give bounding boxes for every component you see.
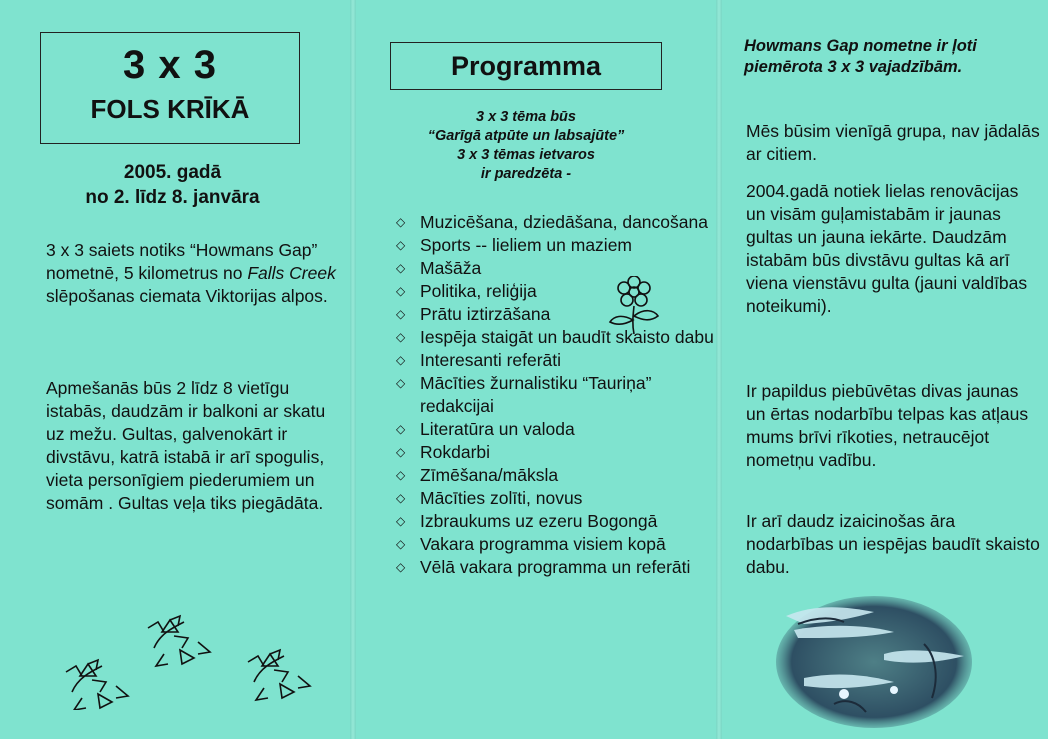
program-heading: Programma — [390, 42, 662, 90]
location-text-b: slēpošanas ciemata Viktorijas alpos. — [46, 286, 328, 306]
list-item: ◇ Prātu iztirzāšana — [396, 304, 551, 324]
group-paragraph — [746, 120, 1041, 166]
list-item: ◇ Rokdarbi — [396, 442, 491, 462]
rooms-paragraph — [746, 380, 1041, 472]
theme-line-1: 3 x 3 tēma būs — [476, 109, 576, 125]
left-panel — [0, 0, 350, 739]
flowers-illustration — [42, 600, 322, 710]
theme-line-2: “Garīgā atpūte un labsajūte” — [427, 128, 625, 144]
list-item: ◇ Iespēja staigāt un baudīt skaisto dabu — [396, 327, 714, 347]
list-item: ◇ Vēlā vakara programma un referāti — [396, 557, 691, 577]
accommodation-paragraph — [46, 377, 336, 515]
list-item: ◇ Sports -- lieliem un maziem — [396, 235, 632, 255]
middle-panel — [356, 0, 716, 739]
accommodation-text: Apmešanās būs 2 līdz 8 vietīgu istabās, daudzām ir balkoni ar skatu uz mežu. Gultas, galvenokārt ir divstāvu, katrā istabā ir arī spogulis, vieta personīgiem piederumiem un somām . Gultas veļa tiks piegādāta. — [46, 378, 326, 513]
flower-icon — [606, 276, 662, 336]
title-subtitle: FOLS KRĪKĀ — [90, 94, 250, 124]
list-item: ◇ Mašāža — [396, 258, 482, 278]
activities-paragraph — [746, 510, 1041, 579]
title-main: 3 x 3 — [123, 43, 217, 87]
title-box — [40, 32, 300, 144]
list-item: ◇ Zīmēšana/māksla — [396, 465, 559, 485]
bullet-icon: ◇ — [396, 353, 406, 367]
bullet-icon: ◇ — [396, 284, 406, 298]
list-item: ◇ Izbraukums uz ezeru Bogongā — [396, 511, 658, 531]
bullet-icon: ◇ — [396, 514, 406, 528]
activities-text: Ir arī daudz izaicinošas āra nodarbības un iespējas baudīt skaisto dabu. — [746, 511, 1040, 577]
camp-heading: Howmans Gap nometne ir ļoti piemērota 3 x 3 vajadzībām. — [744, 37, 977, 76]
location-text-em: Falls Creek — [247, 263, 336, 283]
list-item: ◇ Interesanti referāti — [396, 350, 562, 370]
bullet-icon: ◇ — [396, 468, 406, 482]
bullet-icon: ◇ — [396, 491, 406, 505]
theme-line-4: ir paredzēta - — [480, 166, 572, 182]
bullet-icon: ◇ — [396, 330, 406, 344]
renovation-text: 2004.gadā notiek lielas renovācijas un visām guļamistabām ir jaunas gultas un jauna iekārte. Daudzām istabām būs divstāvu gultas kā arī viena vienstāvu gulta (jauni valdības noteikumi). — [746, 181, 1028, 316]
bullet-icon: ◇ — [396, 238, 406, 252]
location-text-a: 3 x 3 saiets notiks “Howmans Gap” nometnē, 5 kilometrus no — [46, 240, 318, 283]
bullet-icon: ◇ — [396, 537, 406, 551]
date-year: 2005. gadā — [123, 162, 222, 183]
rooms-text: Ir papildus piebūvētas divas jaunas un ērtas nodarbību telpas kas atļaus mums brīvi rīkoties, netraucējot nometņu vadību. — [746, 381, 1029, 470]
list-item: ◇ Vakara programma visiem kopā — [396, 534, 666, 554]
list-item: ◇ Mācīties zolīti, novus — [396, 488, 583, 508]
list-item: ◇ Mācīties žurnalistiku “Tauriņa” redakcijai — [396, 373, 652, 416]
location-paragraph — [46, 239, 336, 308]
bullet-icon: ◇ — [396, 215, 406, 229]
list-item: ◇ Muzicēšana, dziedāšana, dancošana — [396, 212, 708, 232]
bullet-icon: ◇ — [396, 422, 406, 436]
bullet-icon: ◇ — [396, 445, 406, 459]
right-panel — [722, 0, 1048, 739]
bullet-icon: ◇ — [396, 307, 406, 321]
event-date — [40, 160, 305, 210]
group-text: Mēs būsim vienīgā grupa, nav jādalās ar citiem. — [746, 121, 1040, 164]
bullet-icon: ◇ — [396, 376, 406, 390]
bullet-icon: ◇ — [396, 261, 406, 275]
program-theme — [376, 108, 676, 184]
list-item: ◇ Literatūra un valoda — [396, 419, 575, 439]
bullet-icon: ◇ — [396, 560, 406, 574]
theme-line-3: 3 x 3 tēmas ietvaros — [457, 147, 595, 163]
program-list — [396, 211, 716, 579]
nature-scene-illustration — [774, 594, 974, 728]
renovation-paragraph — [746, 180, 1041, 318]
list-item: ◇ Politika, reliģija — [396, 281, 537, 301]
date-range: no 2. līdz 8. janvāra — [85, 187, 260, 208]
